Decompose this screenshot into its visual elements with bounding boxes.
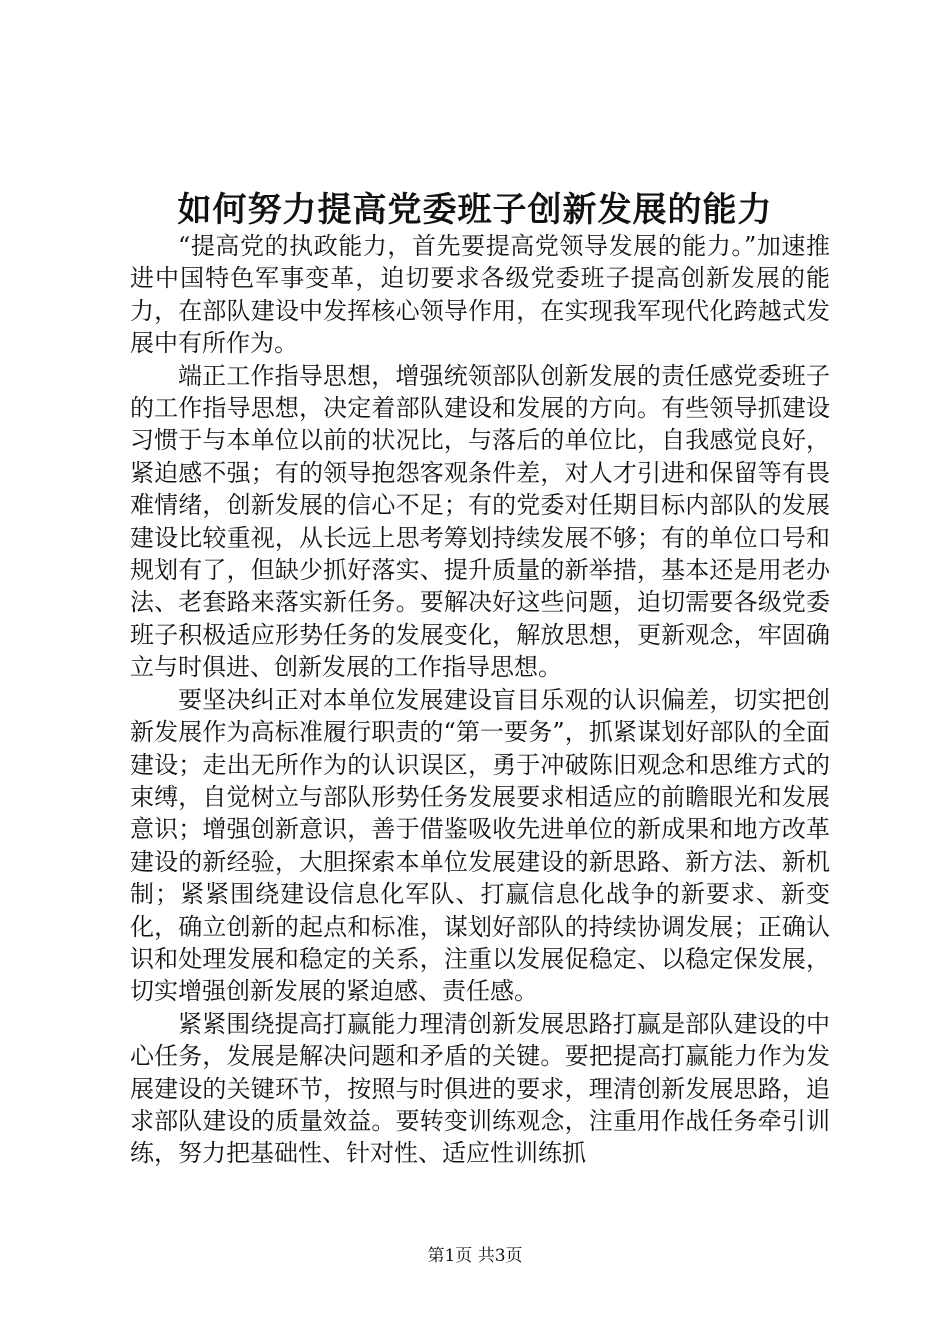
paragraph-1: “提高党的执政能力，首先要提高党领导发展的能力。”加速推进中国特色军事变革，迫切要求各级党委班子提高创新发展的能力，在部队建设中发挥核心领导作用，在实现我军现代化跨越式发展中有所作为。 xyxy=(130,232,830,358)
document-title: 如何努力提高党委班子创新发展的能力 xyxy=(177,190,773,230)
paragraph-4: 紧紧围绕提高打赢能力理清创新发展思路打赢是部队建设的中心任务，发展是解决问题和矛盾的关键。要把提高打赢能力作为发展建设的关键环节，按照与时俱进的要求，理清创新发展思路，追求部队建设的质量效益。要转变训练观念，注重用作战任务牵引训练，努力把基础性、针对性、适应性训练抓 xyxy=(130,1009,830,1168)
document-body xyxy=(130,230,830,1170)
paragraph-3: 要坚决纠正对本单位发展建设盲目乐观的认识偏差，切实把创新发展作为高标准履行职责的“第一要务”，抓紧谋划好部队的全面建设；走出无所作为的认识误区，勇于冲破陈旧观念和思维方式的束缚，自觉树立与部队形势任务发展要求相适应的前瞻眼光和发展意识；增强创新意识，善于借鉴吸收先进单位的新成果和地方改革建设的新经验，大胆探索本单位发展建设的新思路、新方法、新机制；紧紧围绕建设信息化军队、打赢信息化战争的新要求、新变化，确立创新的起点和标准，谋划好部队的持续协调发展；正确认识和处理发展和稳定的关系，注重以发展促稳定、以稳定保发展，切实增强创新发展的紧迫感、责任感。 xyxy=(130,685,830,1006)
paragraph-2: 端正工作指导思想，增强统领部队创新发展的责任感党委班子的工作指导思想，决定着部队建设和发展的方向。有些领导抓建设习惯于与本单位以前的状况比，与落后的单位比，自我感觉良好，紧迫感不强；有的领导抱怨客观条件差，对人才引进和保留等有畏难情绪，创新发展的信心不足；有的党委对任期目标内部队的发展建设比较重视，从长远上思考筹划持续发展不够；有的单位口号和规划有了，但缺少抓好落实、提升质量的新举措，基本还是用老办法、老套路来落实新任务。要解决好这些问题，迫切需要各级党委班子积极适应形势任务的发展变化，解放思想，更新观念，牢固确立与时俱进、创新发展的工作指导思想。 xyxy=(130,361,830,682)
page-number-footer: 第1页 共3页 xyxy=(427,1246,523,1266)
